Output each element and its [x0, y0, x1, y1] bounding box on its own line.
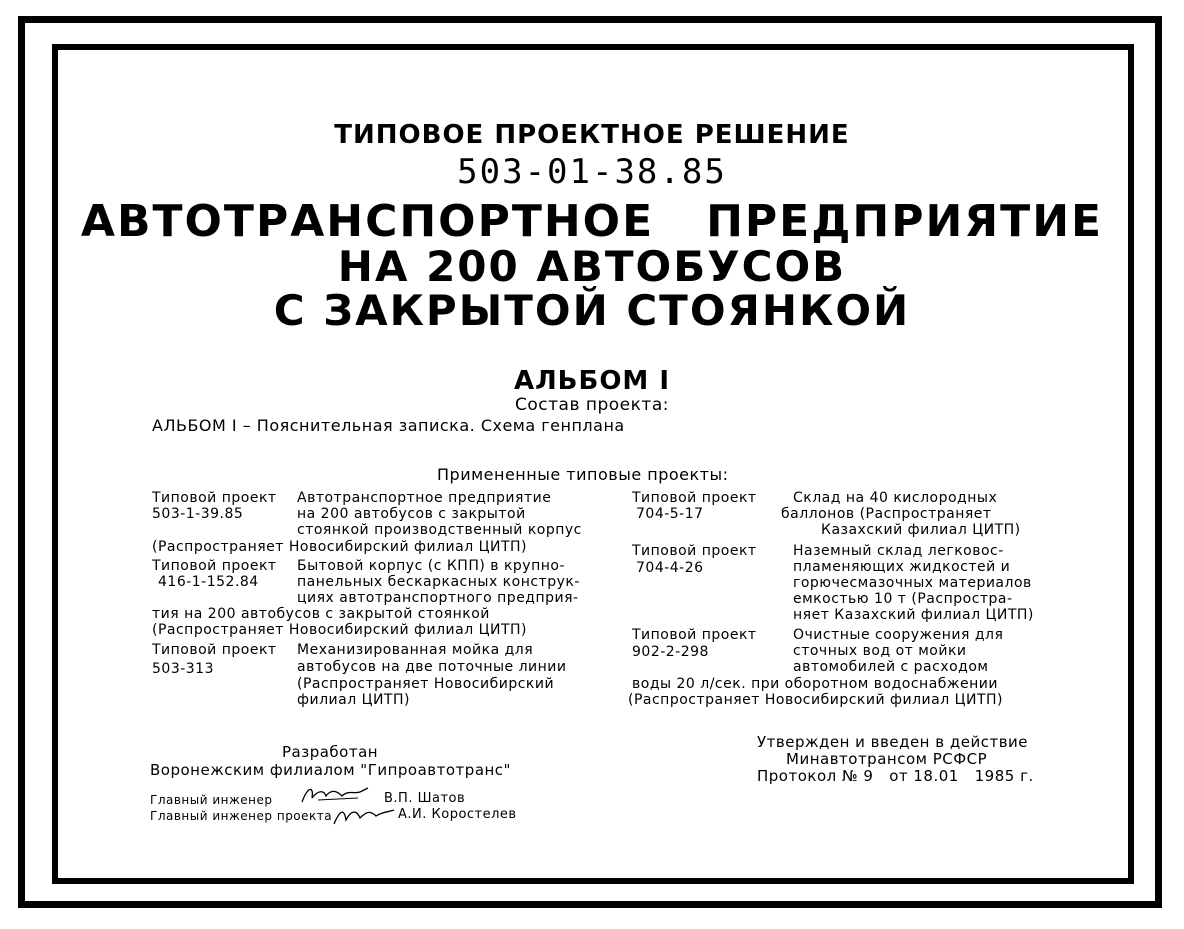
left-item-3-line: Механизированная мойка для — [297, 642, 534, 658]
left-item-3-line: филиал ЦИТП) — [297, 692, 410, 708]
right-item-2-line: няет Казахский филиал ЦИТП) — [793, 607, 1034, 623]
right-item-2-line: пламеняющих жидкостей и — [793, 559, 1011, 575]
right-item-2-line: Наземный склад легковос- — [793, 543, 1004, 559]
left-item-2-line: Бытовой корпус (с КПП) в крупно- — [297, 558, 566, 574]
left-item-2-line: циях автотранспортного предприя- — [297, 590, 579, 606]
right-item-1-line: Казахский филиал ЦИТП) — [821, 522, 1021, 538]
chief-project-engineer-signature — [330, 802, 400, 828]
right-item-2-line: емкостью 10 т (Распростра- — [793, 591, 1013, 607]
approval-protocol: Протокол № 9 от 18.01 1985 г. — [757, 767, 1034, 785]
left-item-1-line: на 200 автобусов с закрытой — [297, 506, 526, 522]
left-item-3-code: 503-313 — [152, 661, 214, 677]
composition-title: Состав проекта: — [515, 395, 669, 415]
right-item-3-line: Очистные сооружения для — [793, 627, 1004, 643]
left-item-2-line: панельных бескаркасных конструк- — [297, 574, 580, 590]
left-item-1-label: Типовой проект — [152, 490, 277, 506]
right-item-3-code: 902-2-298 — [632, 644, 709, 660]
chief-engineer-label: Главный инженер — [150, 793, 273, 807]
chief-project-engineer-name: А.И. Коростелев — [398, 807, 517, 822]
left-item-2-distributor: (Распространяет Новосибирский филиал ЦИТП) — [152, 622, 527, 638]
approval-line-2: Минавтотрансом РСФСР — [786, 750, 988, 768]
right-item-3-line: сточных вод от мойки — [793, 643, 967, 659]
left-item-2-code: 416-1-152.84 — [158, 574, 259, 590]
right-item-2-label: Типовой проект — [632, 543, 757, 559]
right-item-3-line: автомобилей с расходом — [793, 659, 989, 675]
developer-organization: Воронежским филиалом "Гипроавтотранс" — [150, 761, 511, 779]
right-item-1-line: Склад на 40 кислородных — [793, 490, 998, 506]
composition-text: АЛЬБОМ I – Пояснительная записка. Схема генплана — [152, 416, 625, 435]
right-item-1-code: 704-5-17 — [636, 506, 704, 522]
right-item-2-line: горючесмазочных материалов — [793, 575, 1032, 591]
approval-line-1: Утвержден и введен в действие — [757, 733, 1029, 751]
title-line-3: С ЗАКРЫТОЙ СТОЯНКОЙ — [273, 286, 911, 335]
right-item-3-label: Типовой проект — [632, 627, 757, 643]
left-item-2-label: Типовой проект — [152, 558, 277, 574]
right-item-3-distributor: (Распространяет Новосибирский филиал ЦИТП) — [628, 692, 1003, 708]
left-item-3-line: автобусов на две поточные линии — [297, 659, 567, 675]
left-item-3-label: Типовой проект — [152, 642, 277, 658]
left-item-1-line: Автотранспортное предприятие — [297, 490, 552, 506]
title-line-2: НА 200 АВТОБУСОВ — [337, 242, 847, 291]
developer-label: Разработан — [282, 743, 379, 761]
chief-engineer-name: В.П. Шатов — [384, 791, 466, 806]
left-item-1-distributor: (Распространяет Новосибирский филиал ЦИТП) — [152, 539, 527, 555]
left-item-3-line: (Распространяет Новосибирский — [297, 676, 555, 692]
right-item-3-tail: воды 20 л/сек. при оборотном водоснабжении — [632, 676, 998, 692]
doc-number: 503-01-38.85 — [457, 152, 727, 192]
chief-project-engineer-label: Главный инженер проекта — [150, 809, 333, 823]
right-item-1-label: Типовой проект — [632, 490, 757, 506]
doc-type-heading: ТИПОВОЕ ПРОЕКТНОЕ РЕШЕНИЕ — [334, 120, 850, 150]
left-item-1-line: стоянкой производственный корпус — [297, 522, 582, 538]
left-item-2-tail: тия на 200 автобусов с закрытой стоянкой — [152, 606, 490, 622]
left-item-1-code: 503-1-39.85 — [152, 506, 244, 522]
right-item-2-code: 704-4-26 — [636, 560, 704, 576]
right-item-1-line: баллонов (Распространяет — [781, 506, 992, 522]
applied-projects-heading: Примененные типовые проекты: — [437, 465, 729, 484]
title-line-1: АВТОТРАНСПОРТНОЕ ПРЕДПРИЯТИЕ — [80, 196, 1104, 247]
album-label: АЛЬБОМ I — [513, 366, 671, 396]
